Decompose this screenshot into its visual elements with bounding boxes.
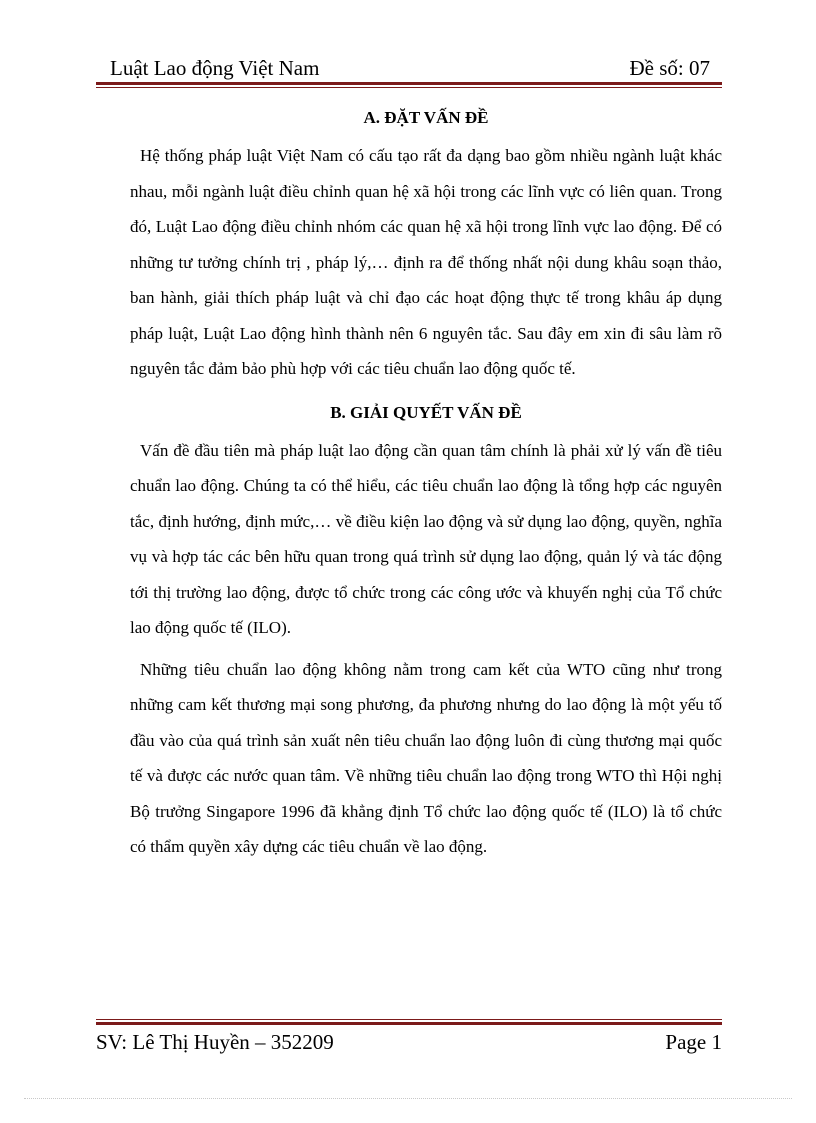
- page-footer: [96, 1030, 722, 1055]
- header-rule-thin: [96, 87, 722, 88]
- section-a-paragraph-1: Hệ thống pháp luật Việt Nam có cấu tạo rất đa dạng bao gồm nhiều ngành luật khác nhau, mỗi ngành luật điều chỉnh quan hệ xã hội trong các lĩnh vực có liên quan. Trong đó, Luật Lao động điều chỉnh nhóm các quan hệ xã hội trong lĩnh vực lao động. Để có những tư tưởng chính trị , pháp lý,… định ra để thống nhất nội dung khâu soạn thảo, ban hành, giải thích pháp luật và chỉ đạo các hoạt động thực tế trong khâu áp dụng pháp luật, Luật Lao động hình thành nên 6 nguyên tắc. Sau đây em xin đi sâu làm rõ nguyên tắc đảm bảo phù hợp với các tiêu chuẩn lao động quốc tế.: [130, 146, 722, 378]
- section-b-heading: B. GIẢI QUYẾT VẤN ĐỀ: [330, 402, 522, 422]
- footer-student-info: SV: Lê Thị Huyền – 352209: [96, 1030, 334, 1054]
- section-b-paragraph-2: Những tiêu chuẩn lao động không nằm trong cam kết của WTO cũng như trong những cam kết thương mại song phương, đa phương nhưng do lao động là một yếu tố đầu vào của quá trình sản xuất nên tiêu chuẩn lao động luôn đi cùng thương mại quốc tế và được các nước quan tâm. Về những tiêu chuẩn lao động trong WTO thì Hội nghị Bộ trưởng Singapore 1996 đã khẳng định Tổ chức lao động quốc tế (ILO) là tổ chức có thẩm quyền xây dựng các tiêu chuẩn về lao động.: [130, 659, 722, 856]
- document-body: [130, 98, 722, 871]
- page-header: [96, 51, 722, 81]
- section-a-heading: A. ĐẶT VẤN ĐỀ: [363, 108, 489, 127]
- footer-rule-thin: [96, 1019, 722, 1020]
- footer-page-number: Page 1: [665, 1030, 722, 1054]
- header-rule-thick: [96, 82, 722, 85]
- footer-rule-thick: [96, 1022, 722, 1025]
- section-b-paragraph-1: Vấn đề đầu tiên mà pháp luật lao động cần quan tâm chính là phải xử lý vấn đề tiêu chuẩn lao động. Chúng ta có thể hiểu, các tiêu chuẩn lao động là tổng hợp các nguyên tắc, định hướng, định mức,… về điều kiện lao động và sử dụng lao động, quyền, nghĩa vụ và hợp tác các bên hữu quan trong quá trình sử dụng lao động, quản lý và tác động tới thị trường lao động, được tổ chức trong các công ước và khuyến nghị của Tổ chức lao động quốc tế (ILO).: [130, 440, 722, 637]
- page-bottom-dotted-line: [24, 1098, 792, 1099]
- header-exam-number: Đề số: 07: [629, 56, 710, 80]
- header-course-title: Luật Lao động Việt Nam: [110, 56, 320, 80]
